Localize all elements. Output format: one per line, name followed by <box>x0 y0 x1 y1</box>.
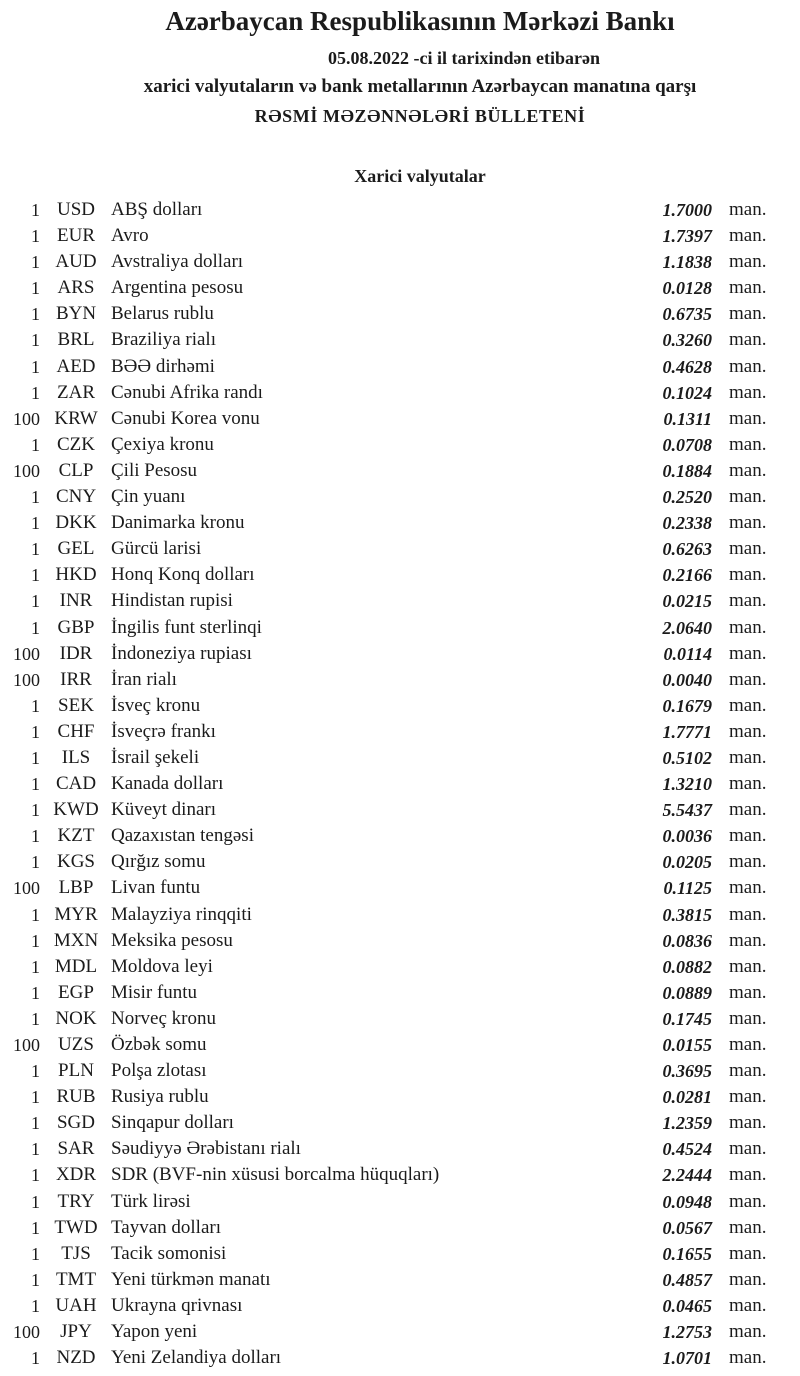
currency-name-cell: Türk lirəsi <box>111 1190 191 1212</box>
quantity-cell: 1 <box>31 1348 40 1369</box>
currency-unit-cell: man. <box>729 1086 767 1108</box>
currency-unit-cell: man. <box>729 199 767 220</box>
currency-code-cell: TJS <box>61 1242 91 1264</box>
currency-unit-cell: man. <box>729 746 767 768</box>
rate-value-cell: 0.1125 <box>663 878 712 899</box>
currency-name-cell: Yeni türkmən manatı <box>111 1268 271 1290</box>
rate-value-cell: 0.3815 <box>662 904 712 925</box>
rate-value-cell: 1.7771 <box>662 721 712 742</box>
rate-row <box>0 719 800 745</box>
rate-row <box>0 928 800 954</box>
currency-unit-cell: man. <box>729 1216 767 1238</box>
currency-code-cell: EUR <box>57 225 95 247</box>
rate-row <box>0 823 800 849</box>
rate-value-cell: 0.5102 <box>662 747 712 768</box>
currency-name-cell: Çexiya kronu <box>111 433 214 455</box>
currency-code-cell: PLN <box>58 1060 94 1082</box>
rate-row <box>0 875 800 901</box>
rate-row <box>0 693 800 719</box>
currency-unit-cell: man. <box>729 1268 767 1290</box>
currency-code-cell: EGP <box>58 981 94 1003</box>
currency-code-cell: UAH <box>55 1294 97 1316</box>
quantity-cell: 1 <box>31 1191 40 1212</box>
currency-code-cell: MXN <box>53 929 99 951</box>
currency-name-cell: Meksika pesosu <box>111 929 233 951</box>
rate-row <box>0 1345 800 1371</box>
rate-row <box>0 275 800 301</box>
rate-value-cell: 0.1311 <box>663 408 712 429</box>
quantity-cell: 1 <box>31 382 40 403</box>
currency-name-cell: Rusiya rublu <box>111 1086 209 1108</box>
rate-value-cell: 2.2444 <box>662 1165 712 1186</box>
currency-name-cell: Özbək somu <box>111 1034 207 1055</box>
currency-name-cell: İngilis funt sterlinqi <box>111 616 262 638</box>
rate-value-cell: 0.1884 <box>662 460 712 481</box>
rate-value-cell: 1.7000 <box>662 200 712 220</box>
currency-unit-cell: man. <box>729 459 767 481</box>
currency-code-cell: IRR <box>60 668 92 690</box>
currency-name-cell: Danimarka kronu <box>111 512 245 534</box>
quantity-cell: 1 <box>31 826 40 847</box>
currency-code-cell: CLP <box>58 459 94 481</box>
quantity-cell: 1 <box>31 304 40 325</box>
currency-name-cell: Çili Pesosu <box>111 459 198 481</box>
currency-name-cell: Argentina pesosu <box>111 277 244 299</box>
rate-row <box>0 1241 800 1267</box>
currency-code-cell: KRW <box>54 407 98 429</box>
currency-name-cell: Qazaxıstan tengəsi <box>111 825 254 847</box>
rate-row <box>0 536 800 562</box>
quantity-cell: 100 <box>13 1322 40 1343</box>
rate-row <box>0 588 800 614</box>
bulletin-title: RƏSMİ MƏZƏNNƏLƏRİ BÜLLETENİ <box>254 106 586 126</box>
currency-name-cell: Çin yuanı <box>111 486 186 508</box>
rate-row <box>0 980 800 1006</box>
currency-name-cell: Küveyt dinarı <box>111 799 217 821</box>
rate-row <box>0 1215 800 1241</box>
quantity-cell: 1 <box>31 1165 40 1186</box>
currency-unit-cell: man. <box>729 720 767 742</box>
subject-line: xarici valyutaların və bank metallarının Azərbaycan manatına qarşı <box>143 76 697 97</box>
currency-unit-cell: man. <box>729 277 767 299</box>
currency-code-cell: GEL <box>57 538 95 560</box>
currency-unit-cell: man. <box>729 1242 767 1264</box>
currency-code-cell: SAR <box>57 1138 95 1160</box>
rate-row <box>0 954 800 980</box>
currency-unit-cell: man. <box>729 694 767 716</box>
rate-value-cell: 0.0215 <box>662 591 712 612</box>
quantity-cell: 1 <box>31 487 40 508</box>
currency-unit-cell: man. <box>729 1347 767 1369</box>
currency-name-cell: Malayziya rinqqiti <box>111 903 252 925</box>
currency-unit-cell: man. <box>729 929 767 951</box>
currency-code-cell: KWD <box>53 799 99 821</box>
quantity-cell: 1 <box>31 226 40 247</box>
currency-name-cell: Kanada dolları <box>111 773 224 795</box>
currency-code-cell: NOK <box>55 1007 97 1029</box>
currency-name-cell: Polşa zlotası <box>111 1060 207 1082</box>
currency-code-cell: USD <box>56 199 95 220</box>
rate-row <box>0 667 800 693</box>
currency-name-cell: Sinqapur dolları <box>111 1112 234 1134</box>
rate-value-cell: 0.4628 <box>662 356 712 377</box>
rate-row <box>0 249 800 275</box>
currency-name-cell: Braziliya rialı <box>111 329 216 351</box>
rate-value-cell: 0.4524 <box>662 1139 712 1160</box>
rate-value-cell: 0.0708 <box>662 434 712 455</box>
currency-code-cell: ARS <box>57 277 95 299</box>
quantity-cell: 1 <box>31 278 40 299</box>
currency-code-cell: BRL <box>57 329 95 351</box>
quantity-cell: 100 <box>13 1035 40 1055</box>
currency-code-cell: TWD <box>54 1216 98 1238</box>
quantity-cell: 1 <box>31 904 40 925</box>
currency-unit-cell: man. <box>729 512 767 534</box>
currency-code-cell: RUB <box>56 1086 96 1108</box>
rate-value-cell: 0.6263 <box>662 539 712 560</box>
rate-value-cell: 0.0205 <box>662 852 712 873</box>
rate-row <box>0 797 800 823</box>
rate-row <box>0 1032 800 1058</box>
currency-code-cell: ZAR <box>57 381 95 403</box>
currency-name-cell: Qırğız somu <box>111 851 206 873</box>
rate-value-cell: 5.5437 <box>662 800 712 821</box>
rate-row <box>0 1189 800 1215</box>
rate-value-cell: 0.2520 <box>662 487 712 508</box>
quantity-cell: 1 <box>31 252 40 273</box>
rate-row <box>0 380 800 406</box>
quantity-cell: 1 <box>31 200 40 220</box>
currency-code-cell: TRY <box>57 1190 95 1212</box>
currency-name-cell: Yapon yeni <box>111 1321 198 1343</box>
rate-value-cell: 0.2166 <box>662 565 712 586</box>
currency-code-cell: CHF <box>57 720 95 742</box>
quantity-cell: 1 <box>31 1295 40 1316</box>
currency-unit-cell: man. <box>729 1060 767 1082</box>
rate-value-cell: 0.0465 <box>662 1295 712 1316</box>
currency-unit-cell: man. <box>729 851 767 873</box>
rate-row <box>0 1267 800 1293</box>
rate-row <box>0 745 800 771</box>
currency-unit-cell: man. <box>729 981 767 1003</box>
rate-value-cell: 0.3695 <box>662 1061 712 1082</box>
currency-name-cell: Honq Konq dolları <box>111 564 255 586</box>
rate-value-cell: 0.0155 <box>662 1035 712 1055</box>
rate-value-cell: 0.4857 <box>662 1269 712 1290</box>
rate-row <box>0 327 800 353</box>
currency-name-cell: Səudiyyə Ərəbistanı rialı <box>111 1138 301 1160</box>
quantity-cell: 1 <box>31 930 40 951</box>
rate-row <box>0 432 800 458</box>
currency-name-cell: Misir funtu <box>111 981 198 1003</box>
quantity-cell: 1 <box>31 1269 40 1290</box>
currency-code-cell: CZK <box>57 433 95 455</box>
quantity-cell: 100 <box>13 408 40 429</box>
rate-value-cell: 0.3260 <box>662 330 712 351</box>
rate-value-cell: 1.7397 <box>662 226 712 247</box>
currency-unit-cell: man. <box>729 1294 767 1316</box>
quantity-cell: 1 <box>31 539 40 560</box>
currency-name-cell: İsveçrə frankı <box>111 720 216 742</box>
rate-row <box>0 1162 800 1188</box>
rate-value-cell: 0.1655 <box>662 1243 712 1264</box>
currency-unit-cell: man. <box>729 590 767 612</box>
quantity-cell: 1 <box>31 1243 40 1264</box>
rate-row <box>0 641 800 667</box>
currency-code-cell: INR <box>59 590 93 612</box>
currency-name-cell: Livan funtu <box>111 877 201 899</box>
currency-unit-cell: man. <box>729 486 767 508</box>
quantity-cell: 100 <box>13 669 40 690</box>
quantity-cell: 1 <box>31 356 40 377</box>
currency-unit-cell: man. <box>729 329 767 351</box>
quantity-cell: 1 <box>31 1217 40 1238</box>
currency-unit-cell: man. <box>729 407 767 429</box>
quantity-cell: 1 <box>31 1139 40 1160</box>
quantity-cell: 1 <box>31 513 40 534</box>
currency-code-cell: AED <box>56 355 96 377</box>
currency-unit-cell: man. <box>729 251 767 273</box>
quantity-cell: 1 <box>31 956 40 977</box>
currency-code-cell: LBP <box>58 877 94 899</box>
currency-unit-cell: man. <box>729 668 767 690</box>
rate-row <box>0 354 800 380</box>
quantity-cell: 1 <box>31 617 40 638</box>
currency-unit-cell: man. <box>729 877 767 899</box>
rate-value-cell: 0.1679 <box>662 695 712 716</box>
currency-unit-cell: man. <box>729 799 767 821</box>
currency-unit-cell: man. <box>729 773 767 795</box>
currency-name-cell: Avstraliya dolları <box>111 251 244 273</box>
rate-value-cell: 0.0040 <box>662 669 712 690</box>
rate-row <box>0 615 800 641</box>
currency-name-cell: Norveç kronu <box>111 1007 216 1029</box>
currency-unit-cell: man. <box>729 1034 767 1055</box>
currency-code-cell: NZD <box>56 1347 96 1369</box>
currency-code-cell: KGS <box>56 851 95 873</box>
rate-value-cell: 0.0882 <box>662 956 712 977</box>
currency-name-cell: İsveç kronu <box>111 694 201 716</box>
rate-row <box>0 1293 800 1319</box>
currency-unit-cell: man. <box>729 303 767 325</box>
rate-value-cell: 1.1838 <box>662 252 712 273</box>
quantity-cell: 1 <box>31 330 40 351</box>
currency-name-cell: Tayvan dolları <box>111 1216 221 1238</box>
currency-unit-cell: man. <box>729 1190 767 1212</box>
currency-name-cell: Moldova leyi <box>111 955 213 977</box>
quantity-cell: 1 <box>31 591 40 612</box>
rate-row <box>0 484 800 510</box>
rate-row <box>0 1319 800 1345</box>
quantity-cell: 100 <box>13 878 40 899</box>
currency-code-cell: IDR <box>59 642 93 664</box>
currency-unit-cell: man. <box>729 616 767 638</box>
rate-row <box>0 1084 800 1110</box>
rate-row <box>0 771 800 797</box>
rates-table <box>0 197 800 1371</box>
currency-unit-cell: man. <box>729 1138 767 1160</box>
currency-code-cell: JPY <box>60 1321 92 1343</box>
rate-value-cell: 0.6735 <box>662 304 712 325</box>
currency-code-cell: ILS <box>61 746 91 768</box>
rate-row <box>0 223 800 249</box>
bank-title: Azərbaycan Respublikasının Mərkəzi Bankı <box>165 6 675 36</box>
rate-row <box>0 849 800 875</box>
currency-unit-cell: man. <box>729 1112 767 1134</box>
currency-code-cell: TMT <box>55 1268 97 1290</box>
rate-row <box>0 458 800 484</box>
rate-value-cell: 0.1024 <box>662 382 712 403</box>
rate-value-cell: 0.0128 <box>662 278 712 299</box>
rate-value-cell: 0.0836 <box>662 930 712 951</box>
currency-code-cell: DKK <box>55 512 97 534</box>
rate-value-cell: 1.2359 <box>662 1113 712 1134</box>
quantity-cell: 100 <box>13 643 40 664</box>
currency-unit-cell: man. <box>729 225 767 247</box>
quantity-cell: 1 <box>31 774 40 795</box>
currency-name-cell: İran rialı <box>111 668 177 690</box>
rate-row <box>0 510 800 536</box>
rate-value-cell: 0.0889 <box>662 982 712 1003</box>
section-title-foreign-currencies: Xarici valyutalar <box>354 166 486 186</box>
currency-name-cell: Cənubi Korea vonu <box>111 407 260 429</box>
currency-unit-cell: man. <box>729 538 767 560</box>
currency-unit-cell: man. <box>729 355 767 377</box>
currency-code-cell: SEK <box>58 694 94 716</box>
quantity-cell: 1 <box>31 1113 40 1134</box>
rate-value-cell: 0.0567 <box>662 1217 712 1238</box>
rate-row <box>0 406 800 432</box>
quantity-cell: 1 <box>31 434 40 455</box>
currency-name-cell: Avro <box>111 225 149 247</box>
quantity-cell: 1 <box>31 565 40 586</box>
currency-name-cell: Hindistan rupisi <box>111 590 233 612</box>
currency-code-cell: SGD <box>56 1112 95 1134</box>
rate-row <box>0 1136 800 1162</box>
currency-unit-cell: man. <box>729 903 767 925</box>
currency-name-cell: Tacik somonisi <box>111 1242 227 1264</box>
quantity-cell: 1 <box>31 800 40 821</box>
currency-code-cell: AUD <box>55 251 97 273</box>
currency-unit-cell: man. <box>729 1321 767 1343</box>
effective-date-line: 05.08.2022 -ci il tarixindən etibarən <box>328 48 600 68</box>
currency-unit-cell: man. <box>729 564 767 586</box>
quantity-cell: 1 <box>31 852 40 873</box>
currency-name-cell: İndoneziya rupiası <box>111 642 252 664</box>
rate-row <box>0 197 800 223</box>
currency-code-cell: KZT <box>57 825 95 847</box>
currency-code-cell: BYN <box>55 303 97 325</box>
rate-row <box>0 1110 800 1136</box>
currency-unit-cell: man. <box>729 1007 767 1029</box>
rate-value-cell: 2.0640 <box>662 617 712 638</box>
quantity-cell: 1 <box>31 1061 40 1082</box>
currency-name-cell: Yeni Zelandiya dolları <box>111 1347 282 1369</box>
rate-value-cell: 1.3210 <box>662 774 712 795</box>
currency-name-cell: ABŞ dolları <box>111 199 203 220</box>
quantity-cell: 1 <box>31 1008 40 1029</box>
currency-code-cell: MYR <box>54 903 98 925</box>
currency-unit-cell: man. <box>729 825 767 847</box>
quantity-cell: 1 <box>31 982 40 1003</box>
quantity-cell: 1 <box>31 695 40 716</box>
currency-name-cell: İsrail şekeli <box>111 746 200 768</box>
currency-unit-cell: man. <box>729 955 767 977</box>
currency-name-cell: SDR (BVF-nin xüsusi borcalma hüquqları) <box>111 1164 440 1186</box>
currency-name-cell: BƏƏ dirhəmi <box>111 355 215 377</box>
quantity-cell: 1 <box>31 721 40 742</box>
rate-value-cell: 0.0281 <box>662 1087 712 1108</box>
quantity-cell: 1 <box>31 1087 40 1108</box>
quantity-cell: 100 <box>13 460 40 481</box>
rate-row <box>0 1058 800 1084</box>
quantity-cell: 1 <box>31 747 40 768</box>
currency-code-cell: CAD <box>55 773 97 795</box>
currency-code-cell: CNY <box>55 486 97 508</box>
currency-name-cell: Belarus rublu <box>111 303 214 325</box>
currency-unit-cell: man. <box>729 1164 767 1186</box>
rate-value-cell: 0.0036 <box>662 826 712 847</box>
currency-unit-cell: man. <box>729 433 767 455</box>
rate-value-cell: 1.0701 <box>662 1348 712 1369</box>
currency-code-cell: UZS <box>58 1034 94 1055</box>
rate-row <box>0 301 800 327</box>
rate-value-cell: 0.1745 <box>662 1008 712 1029</box>
currency-name-cell: Ukrayna qrivnası <box>111 1294 243 1316</box>
rate-value-cell: 0.2338 <box>662 513 712 534</box>
rate-row <box>0 1006 800 1032</box>
rate-row <box>0 902 800 928</box>
currency-code-cell: XDR <box>55 1164 97 1186</box>
currency-unit-cell: man. <box>729 642 767 664</box>
rate-value-cell: 0.0114 <box>663 643 712 664</box>
rate-row <box>0 562 800 588</box>
currency-name-cell: Cənubi Afrika randı <box>111 381 263 403</box>
rate-value-cell: 0.0948 <box>662 1191 712 1212</box>
currency-name-cell: Gürcü larisi <box>111 538 202 560</box>
currency-code-cell: HKD <box>55 564 97 586</box>
currency-unit-cell: man. <box>729 381 767 403</box>
rate-value-cell: 1.2753 <box>662 1322 712 1343</box>
currency-code-cell: GBP <box>57 616 95 638</box>
currency-code-cell: MDL <box>54 955 98 977</box>
